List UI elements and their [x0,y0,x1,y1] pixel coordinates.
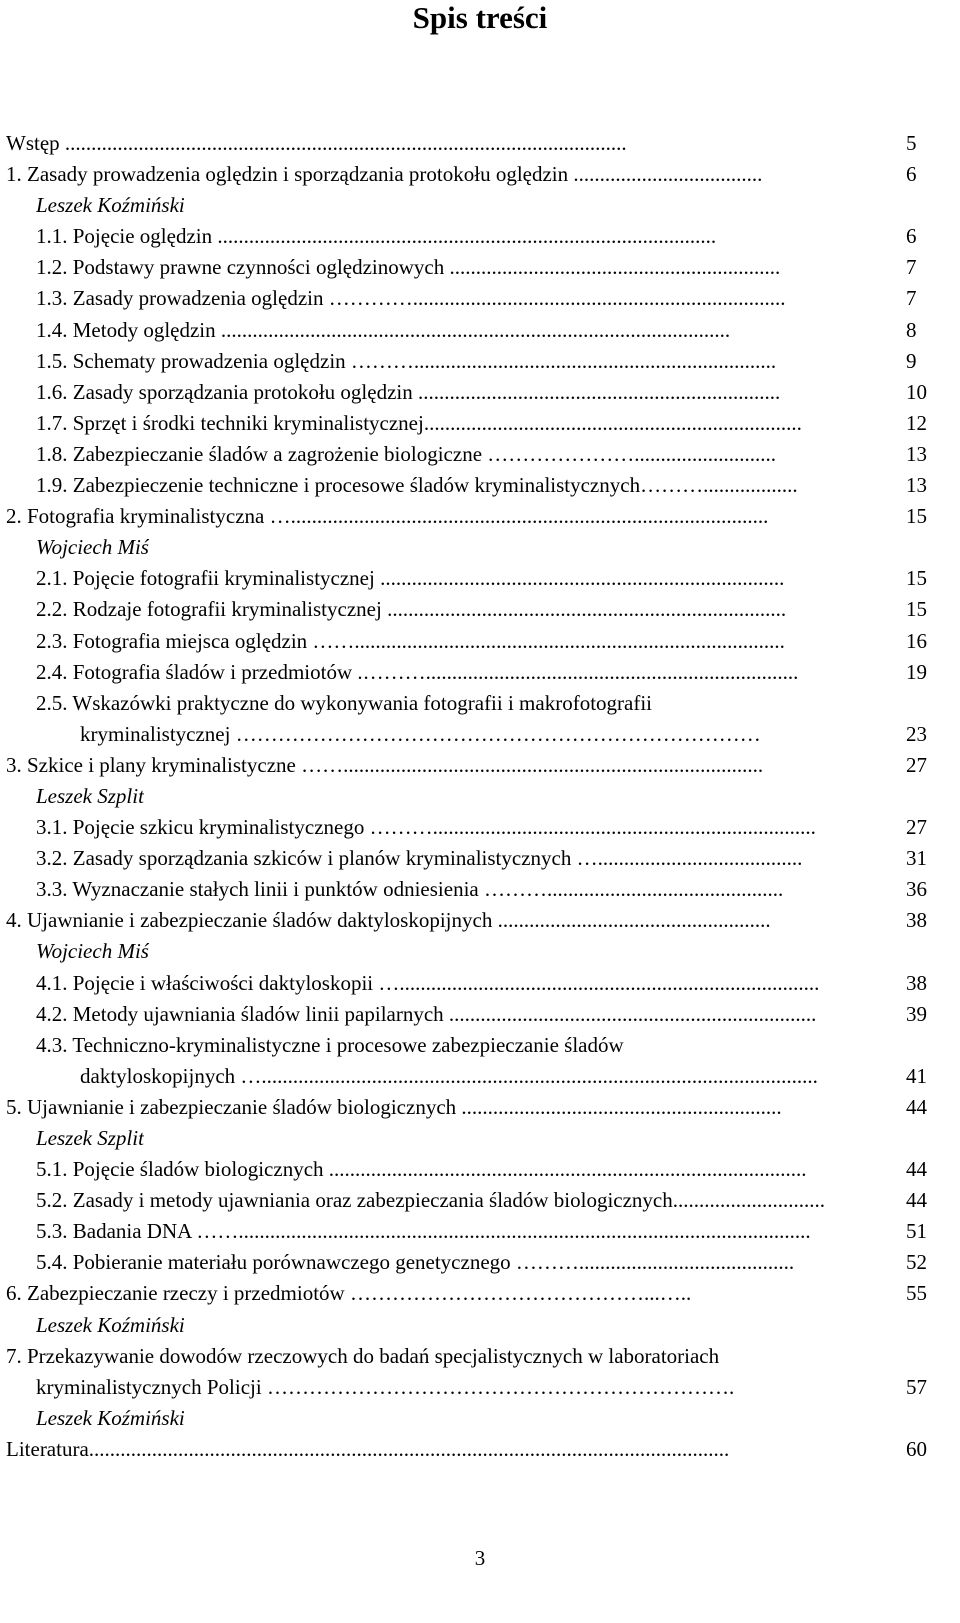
toc-entry-title: 2.4. Fotografia śladów i przedmiotów .………....................................................................... [36,659,799,684]
toc-entry-title: 4. Ujawnianie i zabezpieczanie śladów daktyloskopijnych .................................................... [6,908,771,933]
toc-entry-title: 5.3. Badania DNA ……............................................................................................................. [36,1219,811,1244]
toc-entry-title: 2.1. Pojęcie fotografii kryminalistycznej ............................................................................. [36,566,785,591]
toc-entry-title: daktyloskopijnych ….......................................................................................................... [80,1063,818,1088]
toc-entry-title: 3.2. Zasady sporządzania szkiców i planów kryminalistycznych …....................................... [36,846,803,871]
toc-entry-title: 1.5. Schematy prowadzenia oględzin ………..................................................................... [36,348,777,373]
toc-entry-title: 2.5. Wskazówki praktyczne do wykonywania fotografii i makrofotografii [36,690,653,715]
toc-entry-title: 1.7. Sprzęt i środki techniki kryminalistycznej........................................................................ [36,410,802,435]
toc-entry [6,750,956,781]
toc-entry-title: kryminalistycznej ………………………………………………………………… [80,721,761,746]
toc-entry-title: 5. Ujawnianie i zabezpieczanie śladów biologicznych ............................................................. [6,1094,782,1119]
toc-entry [6,1092,956,1123]
toc-author-name: Leszek Koźmiński [36,1312,185,1337]
toc-page-number: 10 [906,379,927,404]
toc-page-number: 52 [906,1250,927,1275]
toc-author [6,781,956,812]
toc-entry-title: 1.3. Zasady prowadzenia oględzin …………....................................................................... [36,286,786,311]
toc-entry [6,999,956,1030]
toc-entry [6,968,956,999]
toc-entry-title: 2.2. Rodzaje fotografii kryminalistycznej ............................................................................ [36,597,787,622]
toc-page-number: 13 [906,441,927,466]
toc-author-name: Wojciech Miś [36,939,149,964]
toc-entry [6,1372,956,1403]
toc-author-name: Wojciech Miś [36,535,149,560]
toc-entry [6,408,956,439]
toc-entry [6,470,956,501]
toc-entry [6,439,956,470]
toc-author [6,1310,956,1341]
toc-entry-title: 4.3. Techniczno-kryminalistyczne i procesowe zabezpieczanie śladów [36,1032,624,1057]
toc-entry-title: 3. Szkice i plany kryminalistyczne ……................................................................................ [6,752,764,777]
toc-page-number: 16 [906,628,927,653]
toc-author [6,532,956,563]
toc-page-number: 13 [906,473,927,498]
toc-entry-title: 2.3. Fotografia miejsca oględzin …….................................................................................. [36,628,785,653]
toc-page-number: 23 [906,721,927,746]
toc-page-number: 27 [906,752,927,777]
toc-entry [6,1154,956,1185]
toc-page-number: 55 [906,1281,927,1306]
toc-entry [6,1061,956,1092]
toc-entry [6,594,956,625]
toc-entry [6,1434,956,1465]
page-number: 3 [474,1546,486,1570]
toc-page-number: 38 [906,970,927,995]
toc-page-number: 41 [906,1063,927,1088]
toc-entry-title: 5.4. Pobieranie materiału porównawczego genetycznego ………......................................... [36,1250,795,1275]
toc-page-number: 44 [906,1157,927,1182]
toc-entry-title: Wstęp ........................................................................................................... [6,131,627,155]
toc-entry [6,1030,956,1061]
toc-entry-title: 5.1. Pojęcie śladów biologicznych ........................................................................................... [36,1157,807,1182]
toc-page-number: 38 [906,908,927,933]
toc-entry [6,346,956,377]
toc-entry-title: 2. Fotografia kryminalistyczna …........................................................................................... [6,504,769,529]
toc-entry-title: 4.1. Pojęcie i właściwości daktyloskopii …................................................................................ [36,970,820,995]
table-of-contents [6,128,956,1465]
toc-page-number: 44 [906,1094,927,1119]
toc-page-number: 57 [906,1374,927,1399]
toc-page-number: 39 [906,1001,927,1026]
toc-entry [6,1341,956,1372]
toc-author [6,1403,956,1434]
toc-page-number: 27 [906,815,927,840]
toc-page-number: 15 [906,597,927,622]
toc-entry-title: kryminalistycznych Policji …………………………………………………………. [36,1374,735,1399]
toc-entry-title: 4.2. Metody ujawniania śladów linii papilarnych ...................................................................... [36,1001,817,1026]
toc-page-number: 7 [906,255,917,280]
page-title: Spis treści [412,0,548,35]
toc-author-name: Leszek Szplit [36,1126,144,1150]
toc-page-number: 9 [906,348,917,373]
toc-entry [6,688,956,719]
toc-entry-title: 1. Zasady prowadzenia oględzin i sporządzania protokołu oględzin .................................... [6,162,763,187]
toc-entry [6,501,956,532]
toc-entry-title: 1.1. Pojęcie oględzin ............................................................................................... [36,224,717,249]
toc-entry-title: 1.6. Zasady sporządzania protokołu oględzin ..................................................................... [36,379,781,404]
toc-entry [6,1247,956,1278]
toc-entry [6,874,956,905]
toc-entry [6,1216,956,1247]
toc-entry [6,905,956,936]
toc-page-number: 7 [906,286,917,311]
toc-author [6,190,956,221]
toc-page-number: 15 [906,566,927,591]
toc-entry [6,221,956,252]
toc-entry [6,812,956,843]
toc-page-number: 51 [906,1219,927,1244]
toc-page-number: 15 [906,504,927,529]
toc-page-number: 8 [906,317,917,342]
toc-entry-title: 1.2. Podstawy prawne czynności oględzinowych ............................................................... [36,255,781,280]
toc-author-name: Leszek Szplit [36,783,144,808]
toc-entry-title: 1.9. Zabezpieczenie techniczne i procesowe śladów kryminalistycznych……….................. [36,473,798,498]
toc-entry [6,843,956,874]
toc-entry [6,283,956,314]
toc-author [6,936,956,967]
toc-page-number: 12 [906,410,927,435]
toc-page-number: 6 [906,162,917,187]
toc-entry-title: Literatura.......................................................................................................................... [6,1436,730,1461]
toc-author-name: Leszek Koźmiński [36,193,185,218]
toc-entry-title: 7. Przekazywanie dowodów rzeczowych do badań specjalistycznych w laboratoriach [6,1343,720,1368]
toc-author [6,1123,956,1154]
toc-entry-title: 6. Zabezpieczanie rzeczy i przedmiotów ……………………………………...….. [6,1281,692,1306]
toc-entry [6,252,956,283]
toc-page-number: 5 [906,131,917,155]
toc-entry [6,1185,956,1216]
toc-page-number: 6 [906,224,917,249]
toc-page-number: 31 [906,846,927,871]
toc-entry-title: 1.8. Zabezpieczanie śladów a zagrożenie biologiczne …………………........................... [36,441,777,466]
toc-entry-title: 3.1. Pojęcie szkicu kryminalistycznego ………......................................................................... [36,815,816,840]
toc-entry-title: 5.2. Zasady i metody ujawniania oraz zabezpieczania śladów biologicznych............................. [36,1188,825,1213]
toc-entry [6,563,956,594]
toc-entry [6,159,956,190]
toc-page-number: 60 [906,1436,927,1461]
toc-page-number: 44 [906,1188,927,1213]
toc-entry [6,377,956,408]
toc-entry [6,657,956,688]
toc-entry [6,128,956,159]
toc-entry-title: 3.3. Wyznaczanie stałych linii i punktów odniesienia ………............................................. [36,877,784,902]
toc-entry [6,1278,956,1309]
toc-entry [6,315,956,346]
toc-page-number: 36 [906,877,927,902]
toc-entry [6,719,956,750]
toc-page-number: 19 [906,659,927,684]
toc-author-name: Leszek Koźmiński [36,1405,185,1430]
toc-entry [6,626,956,657]
toc-entry-title: 1.4. Metody oględzin ................................................................................................. [36,317,731,342]
